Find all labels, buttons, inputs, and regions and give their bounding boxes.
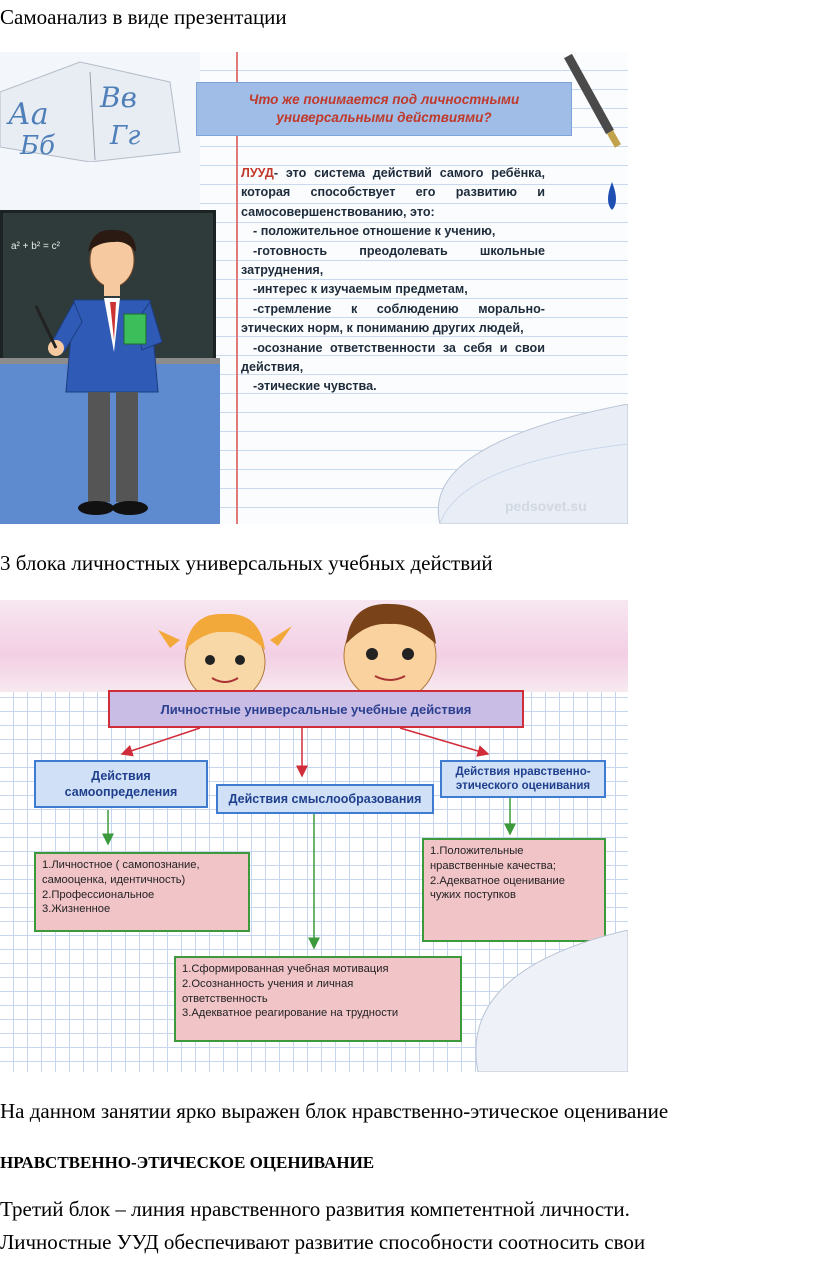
list-item: 1.Положительные <box>430 845 524 857</box>
list-item: -стремление к соблюдению морально-этических норм, к пониманию других людей, <box>241 301 545 336</box>
slide-personal-actions <box>0 52 628 524</box>
block-meaning-formation: Действия смыслообразования <box>216 784 434 814</box>
svg-text:Вв: Вв <box>100 81 137 114</box>
list-moral-ethical <box>422 838 606 942</box>
svg-text:Бб: Бб <box>20 131 55 161</box>
list-item: -готовность преодолевать школьные затруднения, <box>241 243 545 278</box>
main-block-title: Личностные универсальные учебные действия <box>108 690 524 728</box>
paragraph-moral-block: На данном занятии ярко выражен блок нравственно-этическое оценивание <box>0 1099 669 1123</box>
block-self-determination: Действия самоопределения <box>34 760 208 808</box>
list-item: 3.Жизненное <box>42 903 111 916</box>
svg-text:Гг: Гг <box>110 121 141 151</box>
teacher-icon <box>30 222 190 522</box>
block-moral-ethical: Действия нравственно-этического оценивания <box>440 760 606 798</box>
svg-text:Аа: Аа <box>8 97 49 132</box>
list-item: чужих поступков <box>430 889 516 902</box>
slide-title: Что же понимается под личностными универсальными действиями? <box>196 82 572 136</box>
term-luud: ЛУУД <box>241 166 274 180</box>
slide-three-blocks-diagram <box>0 600 628 1072</box>
list-item: 2.Осознанность учения и личная <box>182 977 354 990</box>
list-item: - положительное отношение к учению, <box>253 224 496 239</box>
list-self-determination <box>34 852 250 932</box>
list-item: -интерес к изучаемым предметам, <box>253 282 468 297</box>
list-item: -осознание ответственности за себя и свои действия, <box>241 340 545 375</box>
heading-three-blocks: 3 блока личностных универсальных учебных действий <box>0 551 493 575</box>
list-item: 2.Адекватное оценивание <box>430 874 565 887</box>
heading-self-analysis: Самоанализ в виде презентации <box>0 5 287 29</box>
list-item: самооценка, идентичность) <box>42 873 186 886</box>
list-item: 1.Сформированная учебная мотивация <box>182 963 389 975</box>
slide-definition <box>241 164 545 397</box>
definition-text: - это система действий самого ребёнка, которая способствует его развитию и самосовершенствованию, это: <box>241 166 545 219</box>
heading-moral-ethical: НРАВСТВЕННО-ЭТИЧЕСКОЕ ОЦЕНИВАНИЕ <box>0 1153 375 1172</box>
list-item: нравственные качества; <box>430 859 556 872</box>
watermark: pedsovet.su <box>505 498 587 514</box>
list-item: ответственность <box>182 992 268 1005</box>
list-meaning-formation <box>174 956 462 1042</box>
board-formula: a² + b² = c² <box>11 241 60 252</box>
list-item: 2.Профессиональное <box>42 888 155 901</box>
list-item: 1.Личностное ( самопознание, <box>42 859 200 871</box>
list-item: 3.Адекватное реагирование на трудности <box>182 1007 399 1020</box>
paragraph-third-block: Третий блок – линия нравственного развития компетентной личности. <box>0 1197 630 1221</box>
paragraph-personal-uud: Личностные УУД обеспечивают развитие способности соотносить свои <box>0 1230 646 1254</box>
alphabet-book-icon <box>0 52 200 162</box>
curled-page-icon <box>448 930 628 1072</box>
list-item: -этические чувства. <box>253 379 377 394</box>
